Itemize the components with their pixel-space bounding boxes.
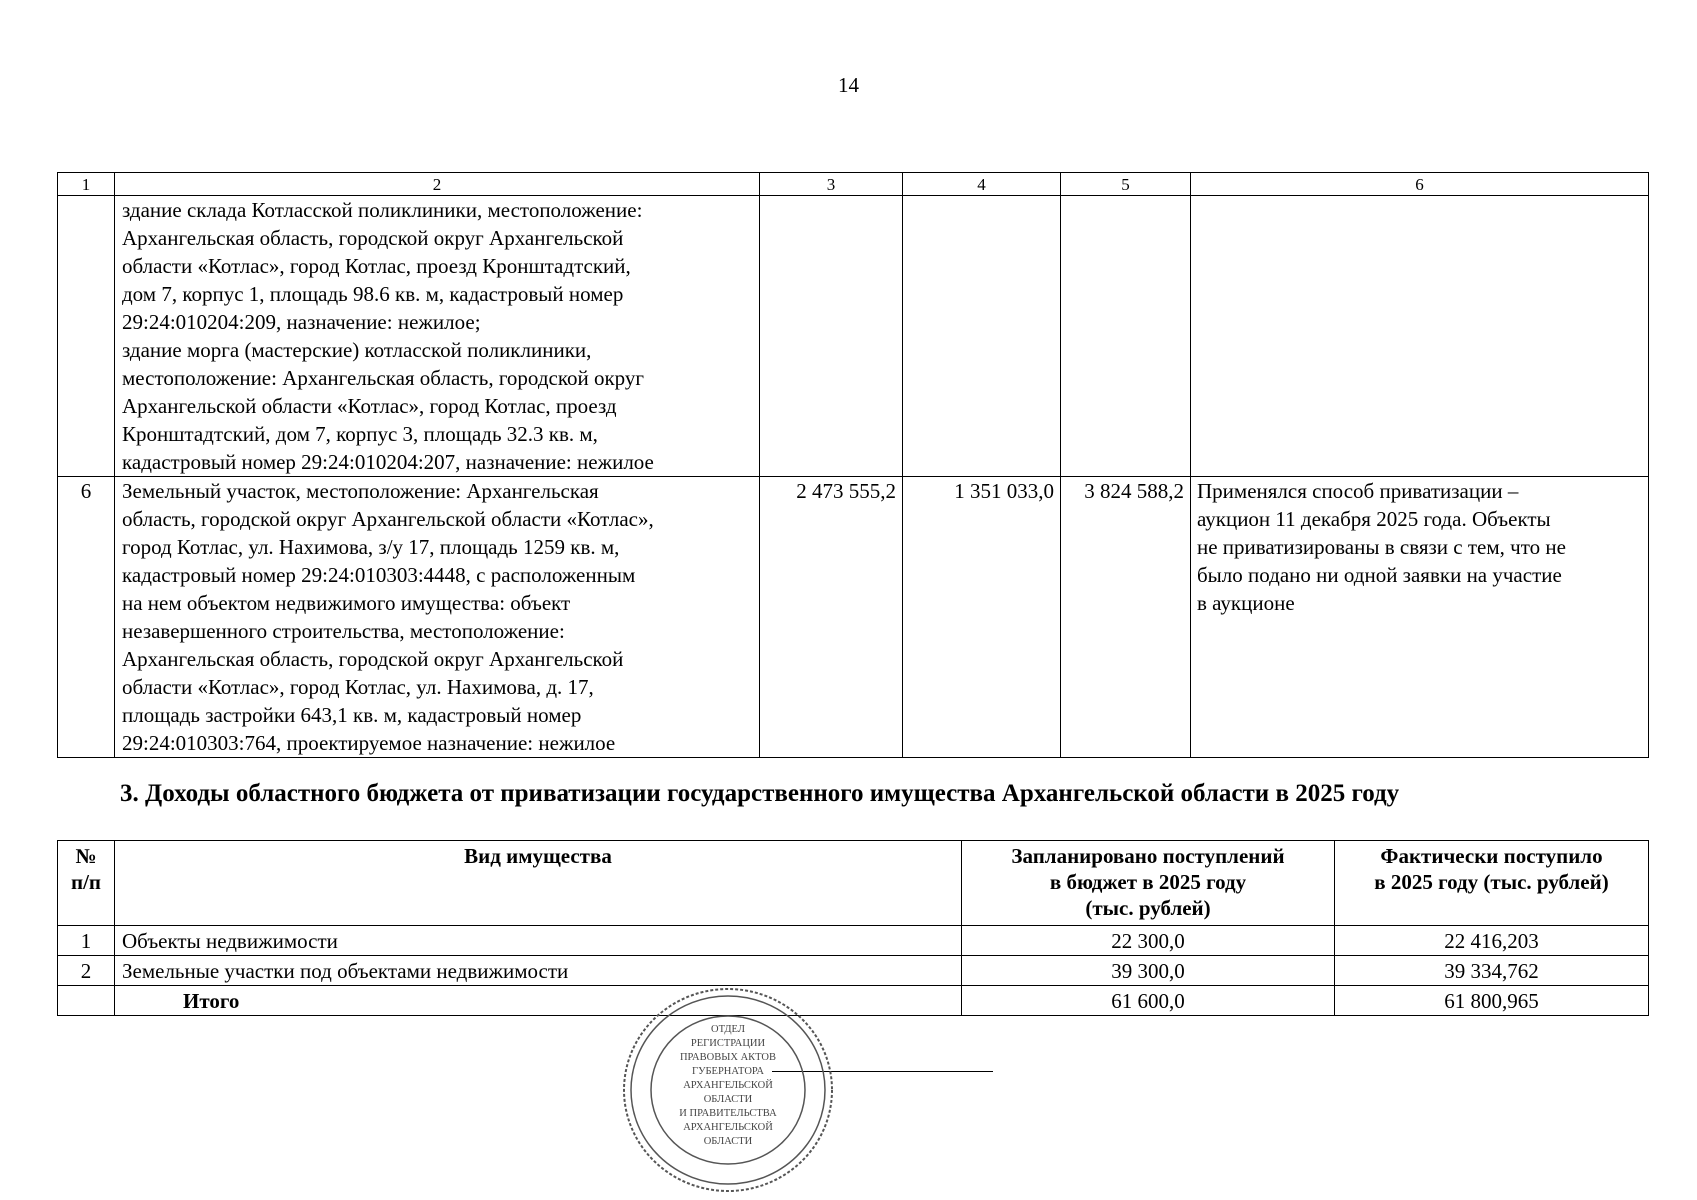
description-line: Архангельской области «Котлас», город Котлас, проезд xyxy=(122,394,617,418)
header-line: Фактически поступило xyxy=(1380,844,1603,868)
seal-text: И ПРАВИТЕЛЬСТВА xyxy=(679,1108,777,1119)
column-number: 4 xyxy=(903,173,1061,196)
row-num: 1 xyxy=(58,926,115,956)
description-line: площадь застройки 643,1 кв. м, кадастровый номер xyxy=(122,703,582,727)
description-line: местоположение: Архангельская область, городской округ xyxy=(122,366,644,390)
header-line: в 2025 году (тыс. рублей) xyxy=(1374,870,1609,894)
description-line: 29:24:010303:764, проектируемое назначение: нежилое xyxy=(122,731,616,755)
description-cell xyxy=(115,477,760,758)
seal-text: РЕГИСТРАЦИИ xyxy=(690,1038,766,1049)
header-num xyxy=(58,841,115,926)
description-line: 29:24:010204:209, назначение: нежилое; xyxy=(122,310,481,334)
header-actual xyxy=(1335,841,1649,926)
table-header-row xyxy=(58,841,1649,926)
header-type: Вид имущества xyxy=(115,841,962,926)
row-planned: 39 300,0 xyxy=(962,956,1335,986)
total-label: Итого xyxy=(115,986,962,1016)
description-line: незавершенного строительства, местоположение: xyxy=(122,619,565,643)
column-number: 1 xyxy=(58,173,115,196)
note-line: не приватизированы в связи с тем, что не xyxy=(1197,535,1566,559)
description-line: Архангельская область, городской округ Архангельской xyxy=(122,647,624,671)
header-planned xyxy=(962,841,1335,926)
row-number-cell: 6 xyxy=(58,477,115,758)
row-number-cell xyxy=(58,196,115,477)
note-line: было подано ни одной заявки на участие xyxy=(1197,563,1562,587)
description-line: области «Котлас», город Котлас, проезд Кронштадтский, xyxy=(122,254,631,278)
value-col3-cell: 2 473 555,2 xyxy=(760,477,903,758)
row-name: Объекты недвижимости xyxy=(115,926,962,956)
total-planned: 61 600,0 xyxy=(962,986,1335,1016)
row-num: 2 xyxy=(58,956,115,986)
description-line: Архангельская область, городской округ Архангельской xyxy=(122,226,624,250)
note-line: Применялся способ приватизации – xyxy=(1197,479,1519,503)
seal-text: ОТДЕЛ xyxy=(711,1024,745,1035)
total-row xyxy=(58,986,1649,1016)
value-cell xyxy=(1061,196,1191,477)
header-line: Запланировано поступлений xyxy=(1011,844,1285,868)
table-row xyxy=(58,926,1649,956)
seal-text: АРХАНГЕЛЬСКОЙ xyxy=(683,1122,773,1133)
value-col5-cell: 3 824 588,2 xyxy=(1061,477,1191,758)
description-cell xyxy=(115,196,760,477)
column-number-row xyxy=(58,173,1649,196)
row-actual: 22 416,203 xyxy=(1335,926,1649,956)
header-line: п/п xyxy=(70,870,102,894)
note-cell xyxy=(1191,196,1649,477)
note-line: в аукционе xyxy=(1197,591,1295,615)
description-line: область, городской округ Архангельской области «Котлас», xyxy=(122,507,654,531)
description-line: кадастровый номер 29:24:010204:207, назначение: нежилое xyxy=(122,450,654,474)
budget-income-table xyxy=(57,840,1649,1016)
column-number: 6 xyxy=(1191,173,1649,196)
description-line: здание морга (мастерские) котласской поликлиники, xyxy=(122,338,592,362)
description-line: на нем объектом недвижимого имущества: объект xyxy=(122,591,571,615)
note-line: аукцион 11 декабря 2025 года. Объекты xyxy=(1197,507,1551,531)
description-line: город Котлас, ул. Нахимова, з/у 17, площадь 1259 кв. м, xyxy=(122,535,620,559)
header-line: в бюджет в 2025 году xyxy=(1049,870,1247,894)
section-title: 3. Доходы областного бюджета от приватизации государственного имущества Архангельской области в 2025 году xyxy=(120,780,1400,807)
official-seal-stamp xyxy=(621,986,835,1194)
table-row xyxy=(58,477,1649,758)
table-row xyxy=(58,956,1649,986)
page-number: 14 xyxy=(838,73,859,97)
seal-text: ПРАВОВЫХ АКТОВ xyxy=(679,1052,777,1063)
seal-text: ОБЛАСТИ xyxy=(703,1136,753,1147)
value-col4-cell: 1 351 033,0 xyxy=(903,477,1061,758)
description-line: дом 7, корпус 1, площадь 98.6 кв. м, кадастровый номер xyxy=(122,282,624,306)
column-number: 2 xyxy=(115,173,760,196)
total-actual: 61 800,965 xyxy=(1335,986,1649,1016)
seal-text: АРХАНГЕЛЬСКОЙ xyxy=(683,1080,773,1091)
description-line: здание склада Котласской поликлиники, местоположение: xyxy=(122,198,643,222)
row-actual: 39 334,762 xyxy=(1335,956,1649,986)
note-cell xyxy=(1191,477,1649,758)
column-number: 5 xyxy=(1061,173,1191,196)
privatization-objects-table xyxy=(57,172,1649,758)
seal-text: ОБЛАСТИ xyxy=(703,1094,753,1105)
row-planned: 22 300,0 xyxy=(962,926,1335,956)
header-line: (тыс. рублей) xyxy=(1085,896,1211,920)
description-line: кадастровый номер 29:24:010303:4448, с расположенным xyxy=(122,563,636,587)
description-line: Кронштадтский, дом 7, корпус 3, площадь 32.3 кв. м, xyxy=(122,422,598,446)
seal-text: ГУБЕРНАТОРА xyxy=(692,1066,764,1077)
column-number: 3 xyxy=(760,173,903,196)
value-cell xyxy=(760,196,903,477)
description-line: области «Котлас», город Котлас, ул. Нахимова, д. 17, xyxy=(122,675,594,699)
header-line: № xyxy=(75,844,97,868)
value-cell xyxy=(903,196,1061,477)
total-num xyxy=(58,986,115,1016)
description-line: Земельный участок, местоположение: Архангельская xyxy=(122,479,599,503)
row-name: Земельные участки под объектами недвижимости xyxy=(115,956,962,986)
continuation-row xyxy=(58,196,1649,477)
